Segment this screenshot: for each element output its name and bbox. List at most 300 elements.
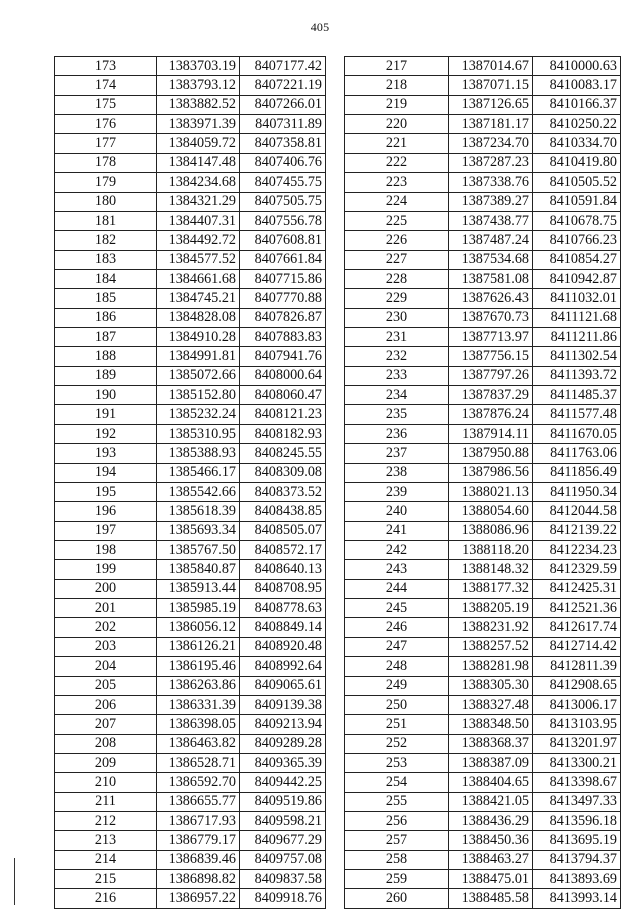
point-number-cell: 180 (55, 192, 157, 211)
y-coordinate-cell: 8410000.63 (533, 57, 621, 76)
x-coordinate-cell: 1385840.87 (157, 560, 240, 579)
y-coordinate-cell: 8413300.21 (533, 753, 621, 772)
table-row (345, 347, 621, 366)
point-number-cell: 260 (345, 889, 449, 908)
x-coordinate-cell: 1387876.24 (449, 405, 533, 424)
y-coordinate-cell: 8412425.31 (533, 579, 621, 598)
table-row (345, 115, 621, 134)
point-number-cell: 194 (55, 463, 157, 482)
x-coordinate-cell: 1386898.82 (157, 870, 240, 889)
table-row (345, 618, 621, 637)
table-row (55, 192, 326, 211)
point-number-cell: 249 (345, 676, 449, 695)
point-number-cell: 198 (55, 540, 157, 559)
point-number-cell: 183 (55, 250, 157, 269)
y-coordinate-cell: 8408309.08 (240, 463, 326, 482)
table-row (55, 366, 326, 385)
point-number-cell: 185 (55, 289, 157, 308)
table-row (345, 637, 621, 656)
table-row (55, 308, 326, 327)
table-row (55, 850, 326, 869)
table-row (55, 250, 326, 269)
x-coordinate-cell: 1385985.19 (157, 599, 240, 618)
point-number-cell: 195 (55, 482, 157, 501)
point-number-cell: 227 (345, 250, 449, 269)
point-number-cell: 213 (55, 831, 157, 850)
x-coordinate-cell: 1387797.26 (449, 366, 533, 385)
y-coordinate-cell: 8409598.21 (240, 812, 326, 831)
point-number-cell: 218 (345, 76, 449, 95)
point-number-cell: 247 (345, 637, 449, 656)
point-number-cell: 250 (345, 695, 449, 714)
point-number-cell: 246 (345, 618, 449, 637)
y-coordinate-cell: 8409365.39 (240, 753, 326, 772)
x-coordinate-cell: 1388450.36 (449, 831, 533, 850)
table-row (345, 502, 621, 521)
x-coordinate-cell: 1386957.22 (157, 889, 240, 908)
point-number-cell: 187 (55, 328, 157, 347)
y-coordinate-cell: 8413596.18 (533, 812, 621, 831)
x-coordinate-cell: 1388475.01 (449, 870, 533, 889)
x-coordinate-cell: 1388305.30 (449, 676, 533, 695)
x-coordinate-cell: 1387914.11 (449, 424, 533, 443)
point-number-cell: 225 (345, 211, 449, 230)
y-coordinate-cell: 8410591.84 (533, 192, 621, 211)
table-row (55, 153, 326, 172)
table-row (345, 734, 621, 753)
y-coordinate-cell: 8409289.28 (240, 734, 326, 753)
table-row (55, 521, 326, 540)
x-coordinate-cell: 1388404.65 (449, 773, 533, 792)
table-row (345, 463, 621, 482)
x-coordinate-cell: 1387287.23 (449, 153, 533, 172)
y-coordinate-cell: 8411950.34 (533, 482, 621, 501)
point-number-cell: 173 (55, 57, 157, 76)
x-coordinate-cell: 1386398.05 (157, 715, 240, 734)
point-number-cell: 223 (345, 173, 449, 192)
y-coordinate-cell: 8413497.33 (533, 792, 621, 811)
table-row (345, 521, 621, 540)
y-coordinate-cell: 8410250.22 (533, 115, 621, 134)
y-coordinate-cell: 8412234.23 (533, 540, 621, 559)
table-row (345, 753, 621, 772)
x-coordinate-cell: 1387756.15 (449, 347, 533, 366)
y-coordinate-cell: 8408708.95 (240, 579, 326, 598)
x-coordinate-cell: 1388368.37 (449, 734, 533, 753)
x-coordinate-cell: 1384234.68 (157, 173, 240, 192)
x-coordinate-cell: 1383703.19 (157, 57, 240, 76)
point-number-cell: 190 (55, 386, 157, 405)
x-coordinate-cell: 1388281.98 (449, 657, 533, 676)
point-number-cell: 177 (55, 134, 157, 153)
y-coordinate-cell: 8408505.07 (240, 521, 326, 540)
coordinates-table-right (344, 56, 621, 909)
x-coordinate-cell: 1385466.17 (157, 463, 240, 482)
x-coordinate-cell: 1387626.43 (449, 289, 533, 308)
table-row (55, 269, 326, 288)
table-row (55, 405, 326, 424)
point-number-cell: 256 (345, 812, 449, 831)
y-coordinate-cell: 8407883.83 (240, 328, 326, 347)
table-row (345, 405, 621, 424)
x-coordinate-cell: 1384147.48 (157, 153, 240, 172)
table-row (55, 637, 326, 656)
y-coordinate-cell: 8412521.36 (533, 599, 621, 618)
y-coordinate-cell: 8412714.42 (533, 637, 621, 656)
point-number-cell: 209 (55, 753, 157, 772)
table-row (55, 657, 326, 676)
table-row (345, 308, 621, 327)
point-number-cell: 208 (55, 734, 157, 753)
point-number-cell: 193 (55, 444, 157, 463)
y-coordinate-cell: 8413893.69 (533, 870, 621, 889)
point-number-cell: 178 (55, 153, 157, 172)
margin-rule (14, 858, 15, 905)
x-coordinate-cell: 1387581.08 (449, 269, 533, 288)
point-number-cell: 252 (345, 734, 449, 753)
x-coordinate-cell: 1386331.39 (157, 695, 240, 714)
point-number-cell: 214 (55, 850, 157, 869)
y-coordinate-cell: 8409213.94 (240, 715, 326, 734)
y-coordinate-cell: 8410083.17 (533, 76, 621, 95)
y-coordinate-cell: 8408060.47 (240, 386, 326, 405)
table-row (55, 115, 326, 134)
y-coordinate-cell: 8412617.74 (533, 618, 621, 637)
table-row (55, 463, 326, 482)
table-row (345, 211, 621, 230)
table-row (55, 734, 326, 753)
point-number-cell: 242 (345, 540, 449, 559)
table-row (55, 540, 326, 559)
table-row (345, 289, 621, 308)
x-coordinate-cell: 1387438.77 (449, 211, 533, 230)
point-number-cell: 239 (345, 482, 449, 501)
x-coordinate-cell: 1386195.46 (157, 657, 240, 676)
table-row (345, 482, 621, 501)
y-coordinate-cell: 8411121.68 (533, 308, 621, 327)
point-number-cell: 179 (55, 173, 157, 192)
x-coordinate-cell: 1388436.29 (449, 812, 533, 831)
table-row (345, 870, 621, 889)
y-coordinate-cell: 8411302.54 (533, 347, 621, 366)
point-number-cell: 251 (345, 715, 449, 734)
x-coordinate-cell: 1387534.68 (449, 250, 533, 269)
y-coordinate-cell: 8409065.61 (240, 676, 326, 695)
point-number-cell: 212 (55, 812, 157, 831)
x-coordinate-cell: 1384745.21 (157, 289, 240, 308)
point-number-cell: 222 (345, 153, 449, 172)
y-coordinate-cell: 8408920.48 (240, 637, 326, 656)
x-coordinate-cell: 1387071.15 (449, 76, 533, 95)
table-row (55, 502, 326, 521)
table-row (345, 715, 621, 734)
point-number-cell: 228 (345, 269, 449, 288)
table-row (345, 424, 621, 443)
x-coordinate-cell: 1387837.29 (449, 386, 533, 405)
point-number-cell: 235 (345, 405, 449, 424)
table-row (55, 134, 326, 153)
table-row (345, 444, 621, 463)
y-coordinate-cell: 8411670.05 (533, 424, 621, 443)
point-number-cell: 236 (345, 424, 449, 443)
y-coordinate-cell: 8412908.65 (533, 676, 621, 695)
table-row (345, 773, 621, 792)
point-number-cell: 191 (55, 405, 157, 424)
point-number-cell: 176 (55, 115, 157, 134)
table-row (345, 269, 621, 288)
y-coordinate-cell: 8407177.42 (240, 57, 326, 76)
page-number: 405 (310, 20, 330, 34)
table-row (55, 715, 326, 734)
x-coordinate-cell: 1388118.20 (449, 540, 533, 559)
y-coordinate-cell: 8407556.78 (240, 211, 326, 230)
y-coordinate-cell: 8407358.81 (240, 134, 326, 153)
y-coordinate-cell: 8409677.29 (240, 831, 326, 850)
point-number-cell: 253 (345, 753, 449, 772)
x-coordinate-cell: 1387389.27 (449, 192, 533, 211)
x-coordinate-cell: 1384577.52 (157, 250, 240, 269)
y-coordinate-cell: 8407661.84 (240, 250, 326, 269)
x-coordinate-cell: 1386655.77 (157, 792, 240, 811)
x-coordinate-cell: 1385913.44 (157, 579, 240, 598)
x-coordinate-cell: 1388231.92 (449, 618, 533, 637)
x-coordinate-cell: 1387181.17 (449, 115, 533, 134)
table-row (345, 231, 621, 250)
point-number-cell: 237 (345, 444, 449, 463)
x-coordinate-cell: 1387126.65 (449, 95, 533, 114)
table-row (345, 76, 621, 95)
point-number-cell: 204 (55, 657, 157, 676)
y-coordinate-cell: 8407266.01 (240, 95, 326, 114)
y-coordinate-cell: 8411856.49 (533, 463, 621, 482)
x-coordinate-cell: 1388348.50 (449, 715, 533, 734)
table-row (345, 560, 621, 579)
point-number-cell: 184 (55, 269, 157, 288)
y-coordinate-cell: 8408373.52 (240, 482, 326, 501)
x-coordinate-cell: 1388387.09 (449, 753, 533, 772)
table-row (345, 328, 621, 347)
x-coordinate-cell: 1385618.39 (157, 502, 240, 521)
table-row (55, 889, 326, 908)
table-row (345, 95, 621, 114)
table-row (55, 211, 326, 230)
x-coordinate-cell: 1386126.21 (157, 637, 240, 656)
point-number-cell: 188 (55, 347, 157, 366)
x-coordinate-cell: 1388148.32 (449, 560, 533, 579)
table-row (345, 812, 621, 831)
x-coordinate-cell: 1385310.95 (157, 424, 240, 443)
x-coordinate-cell: 1384828.08 (157, 308, 240, 327)
table-row (345, 831, 621, 850)
point-number-cell: 186 (55, 308, 157, 327)
table-row (55, 328, 326, 347)
y-coordinate-cell: 8410854.27 (533, 250, 621, 269)
y-coordinate-cell: 8408849.14 (240, 618, 326, 637)
y-coordinate-cell: 8410766.23 (533, 231, 621, 250)
y-coordinate-cell: 8411211.86 (533, 328, 621, 347)
y-coordinate-cell: 8413794.37 (533, 850, 621, 869)
point-number-cell: 255 (345, 792, 449, 811)
x-coordinate-cell: 1386263.86 (157, 676, 240, 695)
point-number-cell: 238 (345, 463, 449, 482)
table-row (345, 657, 621, 676)
x-coordinate-cell: 1385693.34 (157, 521, 240, 540)
table-row (345, 695, 621, 714)
table-row (345, 386, 621, 405)
x-coordinate-cell: 1384661.68 (157, 269, 240, 288)
point-number-cell: 175 (55, 95, 157, 114)
x-coordinate-cell: 1387713.97 (449, 328, 533, 347)
point-number-cell: 226 (345, 231, 449, 250)
y-coordinate-cell: 8413398.67 (533, 773, 621, 792)
y-coordinate-cell: 8411485.37 (533, 386, 621, 405)
y-coordinate-cell: 8408640.13 (240, 560, 326, 579)
point-number-cell: 199 (55, 560, 157, 579)
y-coordinate-cell: 8408121.23 (240, 405, 326, 424)
y-coordinate-cell: 8409918.76 (240, 889, 326, 908)
point-number-cell: 230 (345, 308, 449, 327)
x-coordinate-cell: 1388205.19 (449, 599, 533, 618)
y-coordinate-cell: 8407770.88 (240, 289, 326, 308)
table-row (345, 676, 621, 695)
table-row (345, 250, 621, 269)
x-coordinate-cell: 1388463.27 (449, 850, 533, 869)
point-number-cell: 215 (55, 870, 157, 889)
point-number-cell: 221 (345, 134, 449, 153)
point-number-cell: 200 (55, 579, 157, 598)
y-coordinate-cell: 8411032.01 (533, 289, 621, 308)
point-number-cell: 254 (345, 773, 449, 792)
x-coordinate-cell: 1387338.76 (449, 173, 533, 192)
y-coordinate-cell: 8411763.06 (533, 444, 621, 463)
point-number-cell: 197 (55, 521, 157, 540)
table-row (55, 618, 326, 637)
point-number-cell: 229 (345, 289, 449, 308)
point-number-cell: 241 (345, 521, 449, 540)
point-number-cell: 234 (345, 386, 449, 405)
table-row (55, 76, 326, 95)
point-number-cell: 205 (55, 676, 157, 695)
y-coordinate-cell: 8412044.58 (533, 502, 621, 521)
coordinates-table-left (54, 56, 326, 909)
table-row (345, 57, 621, 76)
x-coordinate-cell: 1387234.70 (449, 134, 533, 153)
x-coordinate-cell: 1388327.48 (449, 695, 533, 714)
x-coordinate-cell: 1388485.58 (449, 889, 533, 908)
point-number-cell: 232 (345, 347, 449, 366)
table-row (55, 347, 326, 366)
x-coordinate-cell: 1384492.72 (157, 231, 240, 250)
y-coordinate-cell: 8413201.97 (533, 734, 621, 753)
table-row (345, 192, 621, 211)
point-number-cell: 245 (345, 599, 449, 618)
point-number-cell: 220 (345, 115, 449, 134)
y-coordinate-cell: 8407505.75 (240, 192, 326, 211)
x-coordinate-cell: 1386839.46 (157, 850, 240, 869)
table-row (55, 599, 326, 618)
x-coordinate-cell: 1388257.52 (449, 637, 533, 656)
table-row (55, 579, 326, 598)
table-row (55, 482, 326, 501)
y-coordinate-cell: 8409757.08 (240, 850, 326, 869)
y-coordinate-cell: 8413695.19 (533, 831, 621, 850)
x-coordinate-cell: 1386463.82 (157, 734, 240, 753)
table-row (345, 173, 621, 192)
table-row (55, 231, 326, 250)
point-number-cell: 258 (345, 850, 449, 869)
table-row (345, 599, 621, 618)
y-coordinate-cell: 8410419.80 (533, 153, 621, 172)
point-number-cell: 211 (55, 792, 157, 811)
table-row (345, 850, 621, 869)
table-row (55, 812, 326, 831)
y-coordinate-cell: 8407221.19 (240, 76, 326, 95)
point-number-cell: 233 (345, 366, 449, 385)
y-coordinate-cell: 8408572.17 (240, 540, 326, 559)
point-number-cell: 224 (345, 192, 449, 211)
point-number-cell: 196 (55, 502, 157, 521)
y-coordinate-cell: 8409139.38 (240, 695, 326, 714)
x-coordinate-cell: 1386779.17 (157, 831, 240, 850)
table-row (345, 579, 621, 598)
table-row (55, 386, 326, 405)
point-number-cell: 217 (345, 57, 449, 76)
y-coordinate-cell: 8413006.17 (533, 695, 621, 714)
y-coordinate-cell: 8410334.70 (533, 134, 621, 153)
point-number-cell: 231 (345, 328, 449, 347)
x-coordinate-cell: 1385767.50 (157, 540, 240, 559)
x-coordinate-cell: 1385152.80 (157, 386, 240, 405)
table-row (55, 57, 326, 76)
table-row (55, 95, 326, 114)
x-coordinate-cell: 1388177.32 (449, 579, 533, 598)
x-coordinate-cell: 1385072.66 (157, 366, 240, 385)
point-number-cell: 206 (55, 695, 157, 714)
table-row (55, 773, 326, 792)
y-coordinate-cell: 8409442.25 (240, 773, 326, 792)
y-coordinate-cell: 8408182.93 (240, 424, 326, 443)
table-row (55, 753, 326, 772)
y-coordinate-cell: 8407826.87 (240, 308, 326, 327)
y-coordinate-cell: 8411577.48 (533, 405, 621, 424)
point-number-cell: 203 (55, 637, 157, 656)
y-coordinate-cell: 8412811.39 (533, 657, 621, 676)
table-row (55, 870, 326, 889)
y-coordinate-cell: 8409837.58 (240, 870, 326, 889)
x-coordinate-cell: 1388021.13 (449, 482, 533, 501)
table-row (55, 289, 326, 308)
y-coordinate-cell: 8408245.55 (240, 444, 326, 463)
y-coordinate-cell: 8409519.86 (240, 792, 326, 811)
point-number-cell: 174 (55, 76, 157, 95)
y-coordinate-cell: 8407715.86 (240, 269, 326, 288)
y-coordinate-cell: 8407406.76 (240, 153, 326, 172)
table-row (345, 792, 621, 811)
y-coordinate-cell: 8408000.64 (240, 366, 326, 385)
point-number-cell: 181 (55, 211, 157, 230)
x-coordinate-cell: 1386717.93 (157, 812, 240, 831)
point-number-cell: 189 (55, 366, 157, 385)
table-row (345, 889, 621, 908)
table-row (55, 444, 326, 463)
point-number-cell: 240 (345, 502, 449, 521)
point-number-cell: 243 (345, 560, 449, 579)
table-row (345, 134, 621, 153)
x-coordinate-cell: 1387950.88 (449, 444, 533, 463)
y-coordinate-cell: 8408438.85 (240, 502, 326, 521)
point-number-cell: 259 (345, 870, 449, 889)
y-coordinate-cell: 8412139.22 (533, 521, 621, 540)
